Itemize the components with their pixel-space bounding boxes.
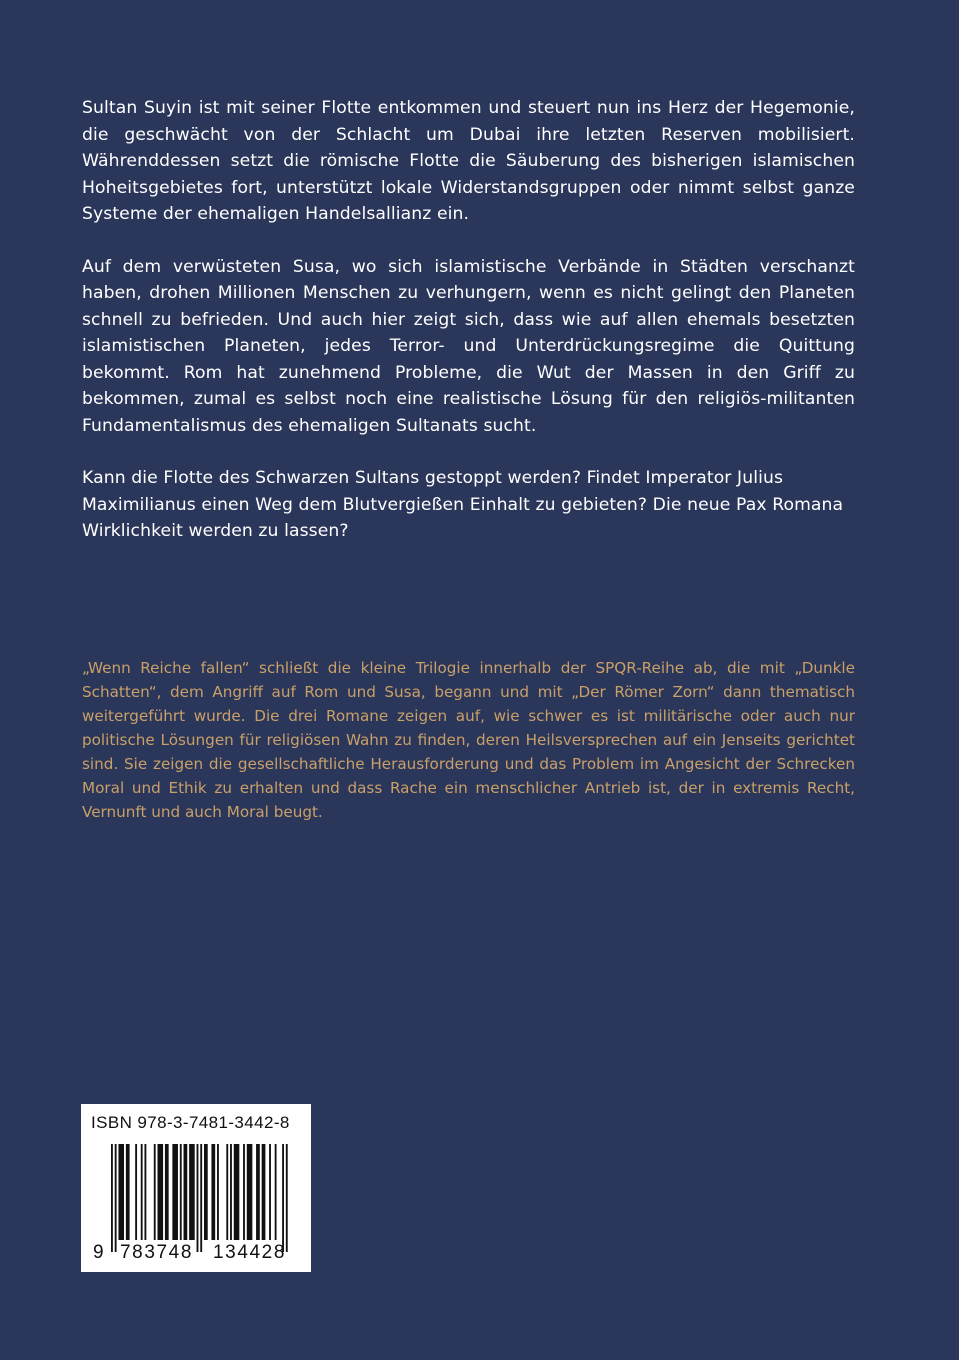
barcode-bar <box>269 1144 271 1240</box>
barcode-bar <box>189 1144 195 1240</box>
barcode-bar <box>180 1144 182 1240</box>
ean-left-group: 783748 <box>120 1242 194 1263</box>
barcode-bar <box>262 1144 266 1240</box>
barcode-bar <box>135 1144 137 1240</box>
barcode-bar <box>204 1144 208 1240</box>
ean-first-digit: 9 <box>93 1242 104 1263</box>
blurb <box>82 95 855 571</box>
barcode-bar <box>126 1144 130 1240</box>
barcode-guard-bar <box>286 1144 288 1252</box>
barcode-guard-bar <box>115 1144 117 1252</box>
barcode-bar <box>158 1144 164 1240</box>
barcode-guard-bar <box>200 1144 202 1252</box>
barcode-bar <box>230 1144 232 1240</box>
series-note <box>82 656 855 824</box>
isbn-label: ISBN 978-3-7481-3442-8 <box>91 1113 290 1132</box>
barcode-bar <box>217 1144 219 1240</box>
barcode-bar <box>234 1144 240 1240</box>
barcode-bar <box>141 1144 143 1240</box>
barcode-bar <box>165 1144 169 1240</box>
ean-right-group: 134428 <box>213 1242 287 1263</box>
barcode-bar <box>256 1144 260 1240</box>
barcode-bar <box>184 1144 188 1240</box>
barcode-bar <box>118 1144 124 1240</box>
barcode-bar <box>144 1144 146 1240</box>
barcode-bar <box>211 1144 215 1240</box>
blurb-paragraph-3: Kann die Flotte des Schwarzen Sultans gestoppt werden? Findet Imperator Julius Maximilianus einen Weg dem Blutvergießen Einhalt zu gebieten? Die neue Pax Romana Wirklichkeit werden zu lassen? <box>82 468 844 541</box>
isbn-barcode-panel <box>81 1104 311 1272</box>
barcode-bar <box>226 1144 228 1240</box>
barcode-guard-bar <box>282 1144 284 1252</box>
blurb-paragraph-1: Sultan Suyin ist mit seiner Flotte entkommen und steuert nun ins Herz der Hegemonie, die geschwächt von der Schlacht um Dubai ihre letzten Reserven mobilisiert. Währenddessen setzt die römische Flotte die Säuberung des bisherigen islamischen Hoheitsgebietes fort, unterstützt lokale Widerstandsgruppen oder nimmt selbst ganze Systeme der ehemaligen Handelsallianz ein. <box>82 98 855 224</box>
barcode-bar <box>172 1144 178 1240</box>
barcode-bar <box>243 1144 245 1240</box>
barcode-guard-bar <box>111 1144 113 1252</box>
barcode-bar <box>154 1144 156 1240</box>
barcode-guard-bar <box>197 1144 199 1252</box>
blurb-paragraph-2: Auf dem verwüsteten Susa, wo sich islamistische Verbände in Städten verschanzt haben, drohen Millionen Menschen zu verhungern, wenn es nicht gelingt den Planeten schnell zu befrieden. Und auch hier zeigt sich, dass wie auf allen ehemals besetzten islamistischen Planeten, jedes Terror- und Unterdrückungsregime die Quittung bekommt. Rom hat zunehmend Probleme, die Wut der Massen in den Griff zu bekommen, zumal es selbst noch eine realistische Lösung für den religiös-militanten Fundamentalismus des ehemaligen Sultanats sucht. <box>82 256 855 436</box>
barcode-bar <box>247 1144 253 1240</box>
barcode-bar <box>275 1144 277 1240</box>
series-note-text: „Wenn Reiche fallen“ schließt die kleine Trilogie innerhalb der SPQR-Reihe ab, die mit „Dunkle Schatten“, dem Angriff auf Rom und Susa, begann und mit „Der Römer Zorn“ dann thematisch weitergeführt wurde. Die drei Romane zeigen auf, wie schwer es ist militärische oder auch nur politische Lösungen für religiösen Wahn zu finden, deren Heilsversprechen auf ein Jenseits gerichtet sind. Sie zeigen die gesellschaftliche Herausforderung und das Problem im Angesicht der Schrecken Moral und Ethik zu erhalten und dass Rache ein menschlicher Antrieb ist, der in extremis Recht, Vernunft und auch Moral beugt. <box>82 659 855 821</box>
